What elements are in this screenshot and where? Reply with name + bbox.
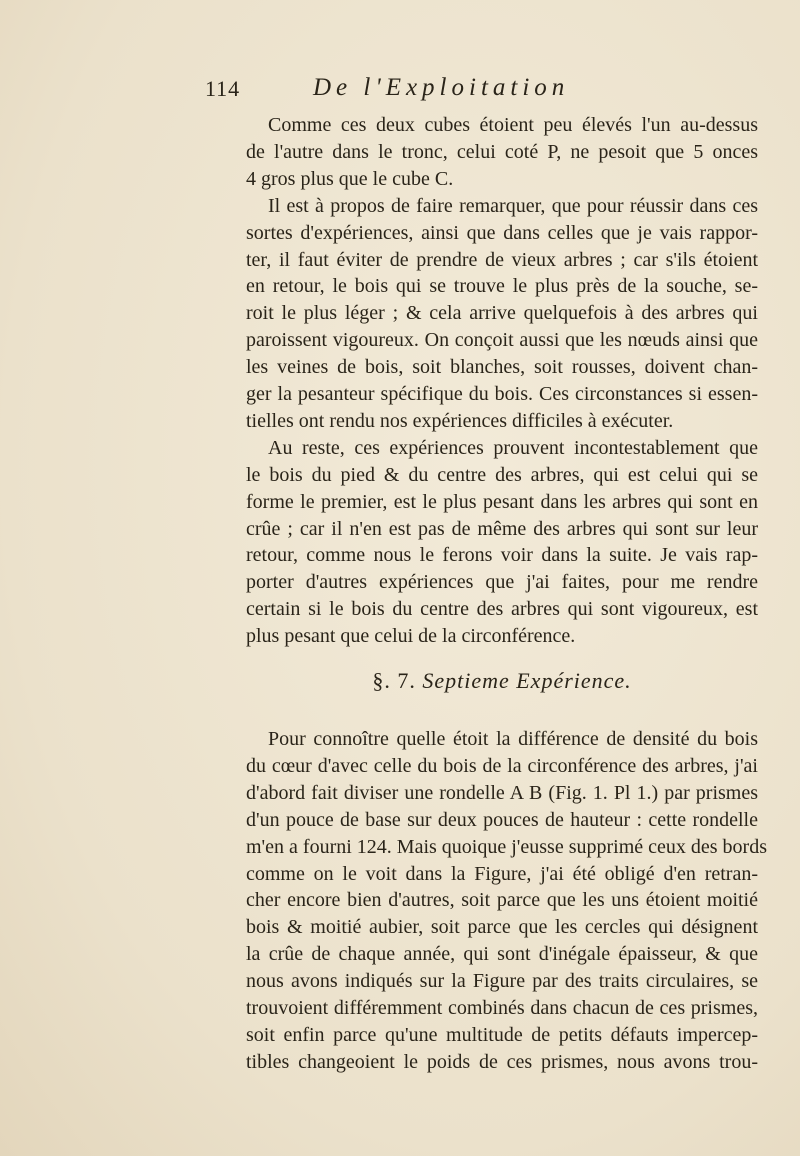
text-line: 4 gros plus que le cube C. <box>246 168 454 190</box>
text-line: trouvoient différemment combinés dans chacun de ces prismes, <box>246 997 758 1019</box>
text-line: m'en a fourni 124. Mais quoique j'eusse supprimé ceux des bords <box>246 836 767 858</box>
section-number: §. 7. <box>372 668 416 693</box>
running-title: De l'Exploitation <box>313 74 570 101</box>
text-line: bois & moitié aubier, soit parce que les cercles qui désignent <box>246 916 758 938</box>
text-line: les veines de bois, soit blanches, soit rousses, doivent chan- <box>246 356 758 378</box>
text-line: crûe ; car il n'en est pas de même des arbres qui sont sur leur <box>246 518 758 540</box>
text-line: paroissent vigoureux. On conçoit aussi que les nœuds ainsi que <box>246 329 758 351</box>
text-line: retour, comme nous le ferons voir dans la suite. Je vais rap- <box>246 544 758 566</box>
text-line: de l'autre dans le tronc, celui coté P, ne pesoit que 5 onces <box>246 141 758 163</box>
text-line: Comme ces deux cubes étoient peu élevés l'un au-dessus <box>268 114 758 136</box>
text-line: la crûe de chaque année, qui sont d'inégale épaisseur, & que <box>246 943 758 965</box>
text-line: ger la pesanteur spécifique du bois. Ces circonstances si essen- <box>246 383 758 405</box>
text-line: certain si le bois du centre des arbres qui sont vigoureux, est <box>246 598 758 620</box>
section-title: Septieme Expérience. <box>422 668 632 693</box>
text-line: comme on le voit dans la Figure, j'ai été obligé d'en retran- <box>246 863 758 885</box>
section-heading <box>246 668 758 694</box>
page-number: 114 <box>205 76 241 101</box>
text-line: porter d'autres expériences que j'ai faites, pour me rendre <box>246 571 758 593</box>
text-line: Pour connoître quelle étoit la différence de densité du bois <box>268 728 758 750</box>
text-line: sortes d'expériences, ainsi que dans celles que je vais rappor- <box>246 222 758 244</box>
text-line: cher encore bien d'autres, soit parce que les uns étoient moitié <box>246 889 758 911</box>
text-line: Au reste, ces expériences prouvent incontestablement que <box>268 437 758 459</box>
text-line: d'un pouce de base sur deux pouces de hauteur : cette rondelle <box>246 809 758 831</box>
text-line: ter, il faut éviter de prendre de vieux arbres ; car s'ils étoient <box>246 249 758 271</box>
text-line: plus pesant que celui de la circonférence. <box>246 625 576 647</box>
text-line: d'abord fait diviser une rondelle A B (Fig. 1. Pl 1.) par prismes <box>246 782 758 804</box>
text-line: forme le premier, est le plus pesant dans les arbres qui sont en <box>246 491 758 513</box>
running-head <box>205 74 725 108</box>
text-line: en retour, le bois qui se trouve le plus près de la souche, se- <box>246 275 758 297</box>
text-line: roit le plus léger ; & cela arrive quelquefois à des arbres qui <box>246 302 758 324</box>
text-line: tibles changeoient le poids de ces prismes, nous avons trou- <box>246 1051 758 1073</box>
text-line: soit enfin parce qu'une multitude de petits défauts impercep- <box>246 1024 758 1046</box>
text-line: le bois du pied & du centre des arbres, qui est celui qui se <box>246 464 758 486</box>
text-line: nous avons indiqués sur la Figure par des traits circulaires, se <box>246 970 758 992</box>
text-line: du cœur d'avec celle du bois de la circonférence des arbres, j'ai <box>246 755 758 777</box>
text-line: Il est à propos de faire remarquer, que pour réussir dans ces <box>268 195 758 217</box>
text-line: tielles ont rendu nos expériences difficiles à exécuter. <box>246 410 674 432</box>
